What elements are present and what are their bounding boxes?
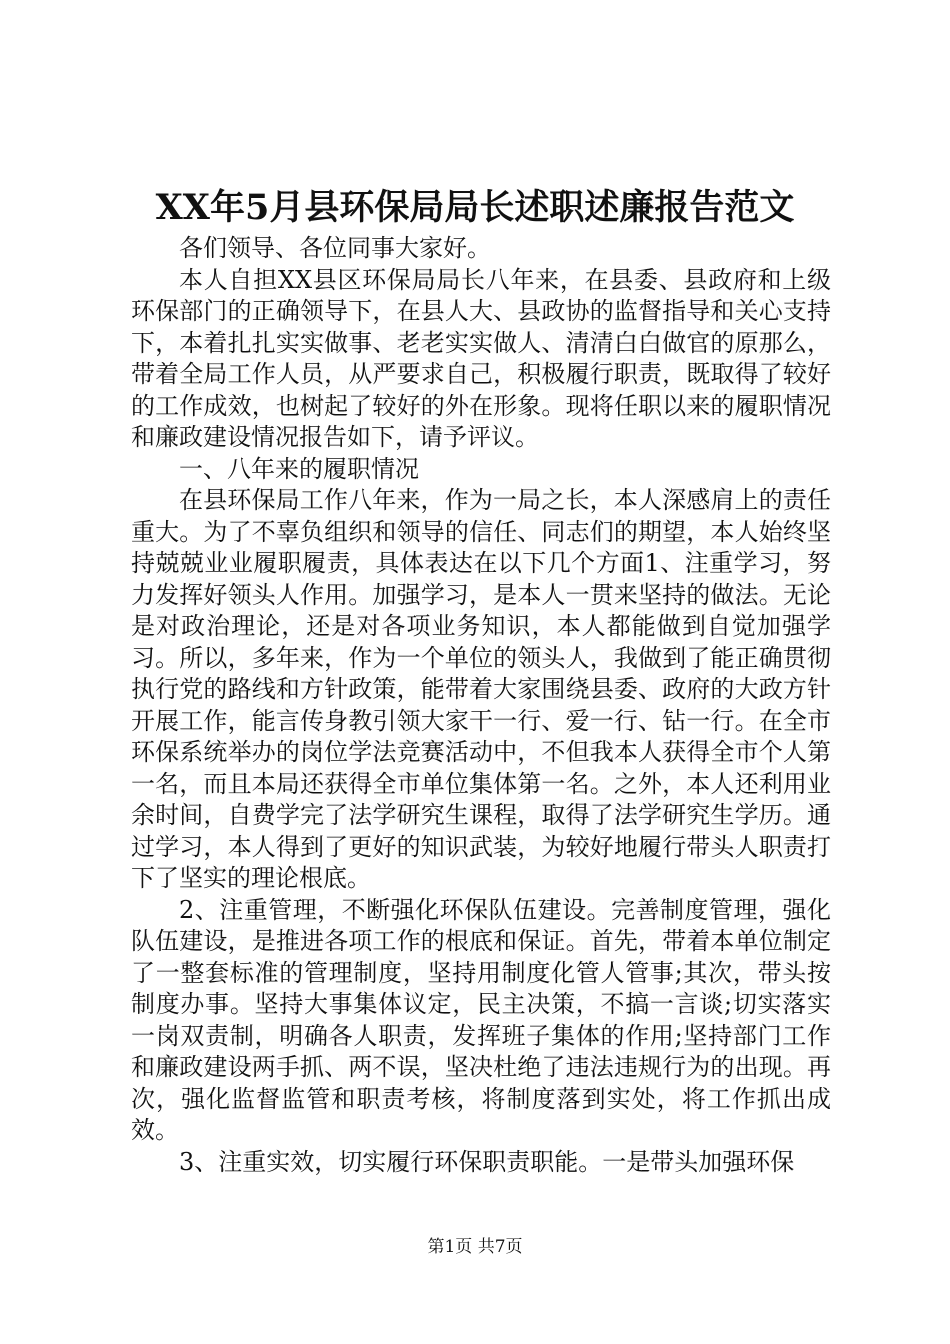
paragraph-management: 2、注重管理，不断强化环保队伍建设。完善制度管理，强化队伍建设，是推进各项工作的根底和保证。首先，带着本单位制定了一整套标准的管理制度，坚持用制度化管人管事;其次，带头按制度办事。坚持大事集体议定，民主决策，不搞一言谈;切实落实一岗双责制，明确各人职责，发挥班子集体的作用;坚持部门工作和廉政建设两手抓、两不误，坚决杜绝了违法违规行为的出现。再次，强化监督监管和职责考核，将制度落到实处，将工作抓出成效。 <box>131 895 831 1144</box>
paragraph-effectiveness: 3、注重实效，切实履行环保职责职能。一是带头加强环保 <box>179 1147 795 1176</box>
paragraph-duty: 在县环保局工作八年来，作为一局之长，本人深感肩上的责任重大。为了不辜负组织和领导的信任、同志们的期望，本人始终坚持兢兢业业履职履责，具体表达在以下几个方面1、注重学习，努力发挥好领头人作用。加强学习，是本人一贯来坚持的做法。无论是对政治理论，还是对各项业务知识，本人都能做到自觉加强学习。所以，多年来，作为一个单位的领头人，我做到了能正确贯彻执行党的路线和方针政策，能带着大家围绕县委、政府的大政方针开展工作，能言传身教引领大家干一行、爱一行、钻一行。在全市环保系统举办的岗位学法竞赛活动中，不但我本人获得全市个人第一名，而且本局还获得全市单位集体第一名。之外，本人还利用业余时间，自费学完了法学研究生课程，取得了法学研究生学历。通过学习，本人得到了更好的知识武装，为较好地履行带头人职责打下了坚实的理论根底。 <box>131 486 831 892</box>
document-body <box>131 233 831 1178</box>
paragraph-greeting: 各们领导、各位同事大家好。 <box>179 234 491 262</box>
document-title: XX年5月县环保局局长述职述廉报告范文 <box>155 187 795 228</box>
section-heading: 一、八年来的履职情况 <box>179 454 419 483</box>
page-number: 第1页 共7页 <box>427 1237 523 1257</box>
paragraph-intro: 本人自担XX县区环保局局长八年来，在县委、县政府和上级环保部门的正确领导下，在县人大、县政协的监督指导和关心支持下，本着扎扎实实做事、老老实实做人、清清白白做官的原那么，带着全局工作人员，从严要求自己，积极履行职责，既取得了较好的工作成效，也树起了较好的外在形象。现将任职以来的履职情况和廉政建设情况报告如下，请予评议。 <box>131 265 831 451</box>
